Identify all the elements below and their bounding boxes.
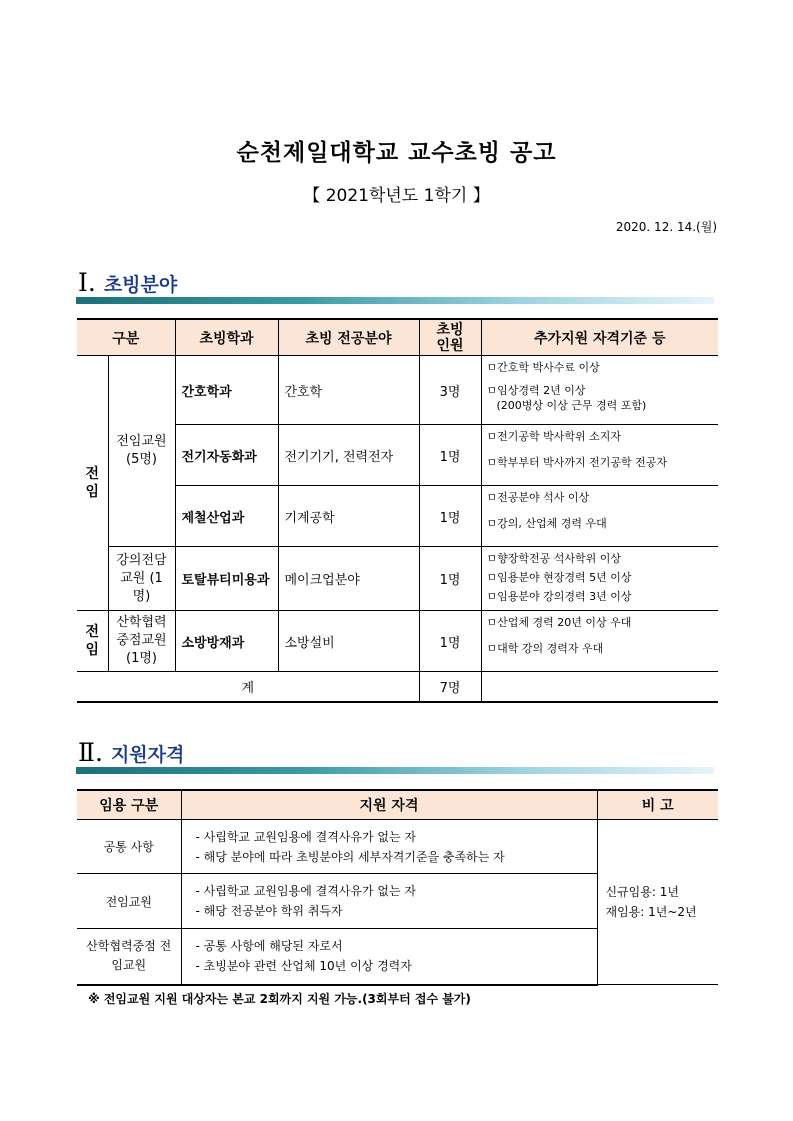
sub-fulltime: 전임교원 (5명) <box>108 356 175 547</box>
group-fulltime: 전임 <box>77 356 108 611</box>
criteria-cell: ㅁ간호학 박사수료 이상 ㅁ임상경력 2년 이상 (200병상 이상 근무 경력 포함) <box>481 356 718 425</box>
page-subtitle: 【 2021학년도 1학기 】 <box>303 186 490 206</box>
qualification-cell: - 사립학교 교원임용에 결격사유가 없는 자 - 해당 분야에 따라 초빙분야의 세부자격기준을 충족하는 자 <box>181 820 597 874</box>
dept-cell: 간호학과 <box>175 356 278 425</box>
section-1-bar <box>76 297 714 304</box>
header-type: 임용 구분 <box>77 790 181 820</box>
type-cell: 산학협력중점 전임교원 <box>77 929 181 985</box>
header-remark: 비 고 <box>597 790 718 820</box>
qualification-cell: - 공통 사항에 해당된 자로서 - 초빙분야 관련 산업체 10년 이상 경력자 <box>181 929 597 985</box>
section-1-number: Ⅰ. <box>78 268 96 297</box>
section-2-number: Ⅱ. <box>78 738 103 767</box>
major-cell: 기계공학 <box>278 486 419 547</box>
dept-cell: 소방방재과 <box>175 611 278 672</box>
count-cell: 1명 <box>419 425 481 486</box>
recruitment-table <box>77 318 718 703</box>
total-row <box>77 672 718 702</box>
type-cell: 공통 사항 <box>77 820 181 874</box>
section-2-bar <box>76 767 714 774</box>
count-cell: 3명 <box>419 356 481 425</box>
table-row <box>77 356 718 425</box>
total-empty <box>481 672 718 702</box>
criteria-cell: ㅁ전기공학 박사학위 소지자 ㅁ학부부터 박사까지 전기공학 전공자 <box>481 425 718 486</box>
dept-cell: 제철산업과 <box>175 486 278 547</box>
sub-industry: 산학협력 중점교원 (1명) <box>108 611 175 672</box>
header-qualification: 지원 자격 <box>181 790 597 820</box>
header-criteria: 추가지원 자격기준 등 <box>481 319 718 356</box>
major-cell: 소방설비 <box>278 611 419 672</box>
criteria-cell: ㅁ향장학전공 석사학위 이상 ㅁ임용분야 현장경력 5년 이상 ㅁ임용분야 강의경력 3년 이상 <box>481 547 718 611</box>
group-fulltime-2: 전임 <box>77 611 108 672</box>
page-title: 순천제일대학교 교수초빙 공고 <box>236 140 557 166</box>
section-2-label: 지원자격 <box>110 744 185 766</box>
criteria-cell: ㅁ산업체 경력 20년 이상 우대 ㅁ대학 강의 경력자 우대 <box>481 611 718 672</box>
table-header-row <box>77 790 718 820</box>
count-cell: 1명 <box>419 611 481 672</box>
major-cell: 전기기기, 전력전자 <box>278 425 419 486</box>
total-count: 7명 <box>419 672 481 702</box>
section-2-heading <box>78 738 184 767</box>
type-cell: 전임교원 <box>77 874 181 929</box>
table-row <box>77 611 718 672</box>
major-cell: 간호학 <box>278 356 419 425</box>
table-row <box>77 820 718 874</box>
count-cell: 1명 <box>419 547 481 611</box>
dept-cell: 토탈뷰티미용과 <box>175 547 278 611</box>
remark-new: 신규임용: 1년 <box>605 885 679 899</box>
footnote: ※ 전임교원 지원 대상자는 본교 2회까지 지원 가능.(3회부터 접수 불가) <box>88 992 471 1006</box>
sub-lecture: 강의전담 교원 (1명) <box>108 547 175 611</box>
section-1-label: 초빙분야 <box>103 274 178 296</box>
qualification-table <box>77 789 718 986</box>
major-cell: 메이크업분야 <box>278 547 419 611</box>
remark-renew: 재임용: 1년~2년 <box>605 905 697 919</box>
section-1-heading <box>78 268 177 297</box>
remark-cell <box>597 820 718 985</box>
dept-cell: 전기자동화과 <box>175 425 278 486</box>
count-cell: 1명 <box>419 486 481 547</box>
header-major: 초빙 전공분야 <box>278 319 419 356</box>
announcement-date: 2020. 12. 14.(월) <box>615 220 717 234</box>
table-row <box>77 547 718 611</box>
header-count: 초빙 인원 <box>419 319 481 356</box>
qualification-cell: - 사립학교 교원임용에 결격사유가 없는 자 - 해당 전공분야 학위 취득자 <box>181 874 597 929</box>
header-dept: 초빙학과 <box>175 319 278 356</box>
header-category: 구분 <box>77 319 175 356</box>
criteria-cell: ㅁ전공분야 석사 이상 ㅁ강의, 산업체 경력 우대 <box>481 486 718 547</box>
total-label: 계 <box>77 672 419 702</box>
table-header-row <box>77 319 718 356</box>
